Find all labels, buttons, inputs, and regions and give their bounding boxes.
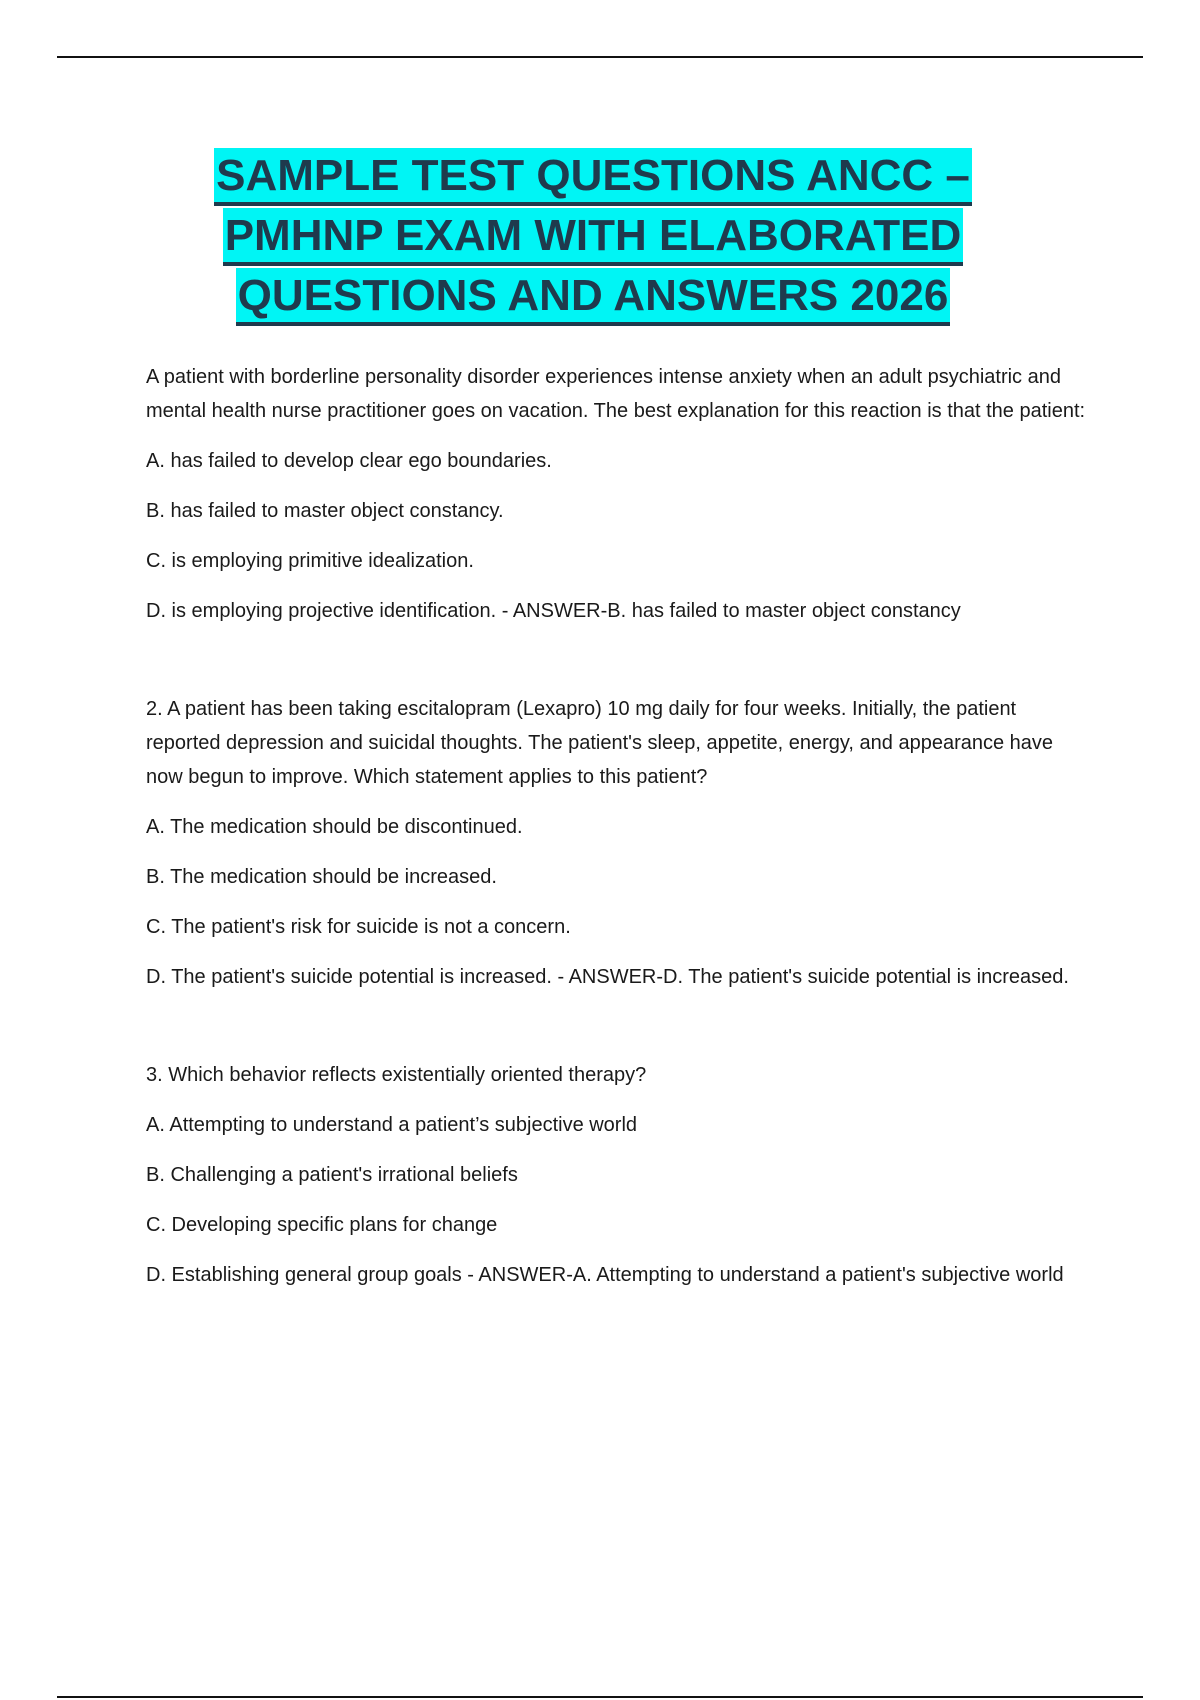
- title-line-1: SAMPLE TEST QUESTIONS ANCC –: [214, 148, 972, 206]
- footer-rule: [57, 1696, 1143, 1698]
- answer-option: A. has failed to develop clear ego boundaries.: [146, 450, 552, 472]
- answer-option: A. Attempting to understand a patient’s subjective world: [146, 1114, 638, 1136]
- title-line-3: QUESTIONS AND ANSWERS 2026: [236, 268, 951, 326]
- question-1: [146, 360, 1086, 628]
- question-stem: 3. Which behavior reflects existentially oriented therapy?: [146, 1064, 647, 1086]
- question-stem: A patient with borderline personality disorder experiences intense anxiety when an adult psychiatric and mental health nurse practitioner goes on vacation. The best explanation for this reaction is that the patient:: [146, 366, 1086, 422]
- question-2: [146, 692, 1086, 994]
- answer-option: B. has failed to master object constancy.: [146, 500, 504, 522]
- question-stem: 2. A patient has been taking escitalopram (Lexapro) 10 mg daily for four weeks. Initially, the patient reported depression and suicidal thoughts. The patient's sleep, appetite, energy, and appearance have now begun to improve. Which statement applies to this patient?: [146, 698, 1054, 788]
- questions-body: [146, 360, 1086, 1308]
- question-spacer: [146, 1010, 1086, 1058]
- answer-option: C. Developing specific plans for change: [146, 1214, 498, 1236]
- answer-option: C. is employing primitive idealization.: [146, 550, 474, 572]
- title-line-2: PMHNP EXAM WITH ELABORATED: [223, 208, 964, 266]
- answer-option: C. The patient's risk for suicide is not a concern.: [146, 916, 571, 938]
- document-title: [0, 148, 1186, 328]
- answer-option-with-key: D. Establishing general group goals - ANSWER-A. Attempting to understand a patient's subjective world: [146, 1264, 1064, 1286]
- question-3: [146, 1058, 1086, 1292]
- header-rule: [57, 56, 1143, 58]
- answer-option-with-key: D. The patient's suicide potential is increased. - ANSWER-D. The patient's suicide potential is increased.: [146, 966, 1069, 988]
- answer-option-with-key: D. is employing projective identification. - ANSWER-B. has failed to master object constancy: [146, 600, 961, 622]
- answer-option: A. The medication should be discontinued.: [146, 816, 523, 838]
- question-spacer: [146, 644, 1086, 692]
- answer-option: B. Challenging a patient's irrational beliefs: [146, 1164, 518, 1186]
- answer-option: B. The medication should be increased.: [146, 866, 497, 888]
